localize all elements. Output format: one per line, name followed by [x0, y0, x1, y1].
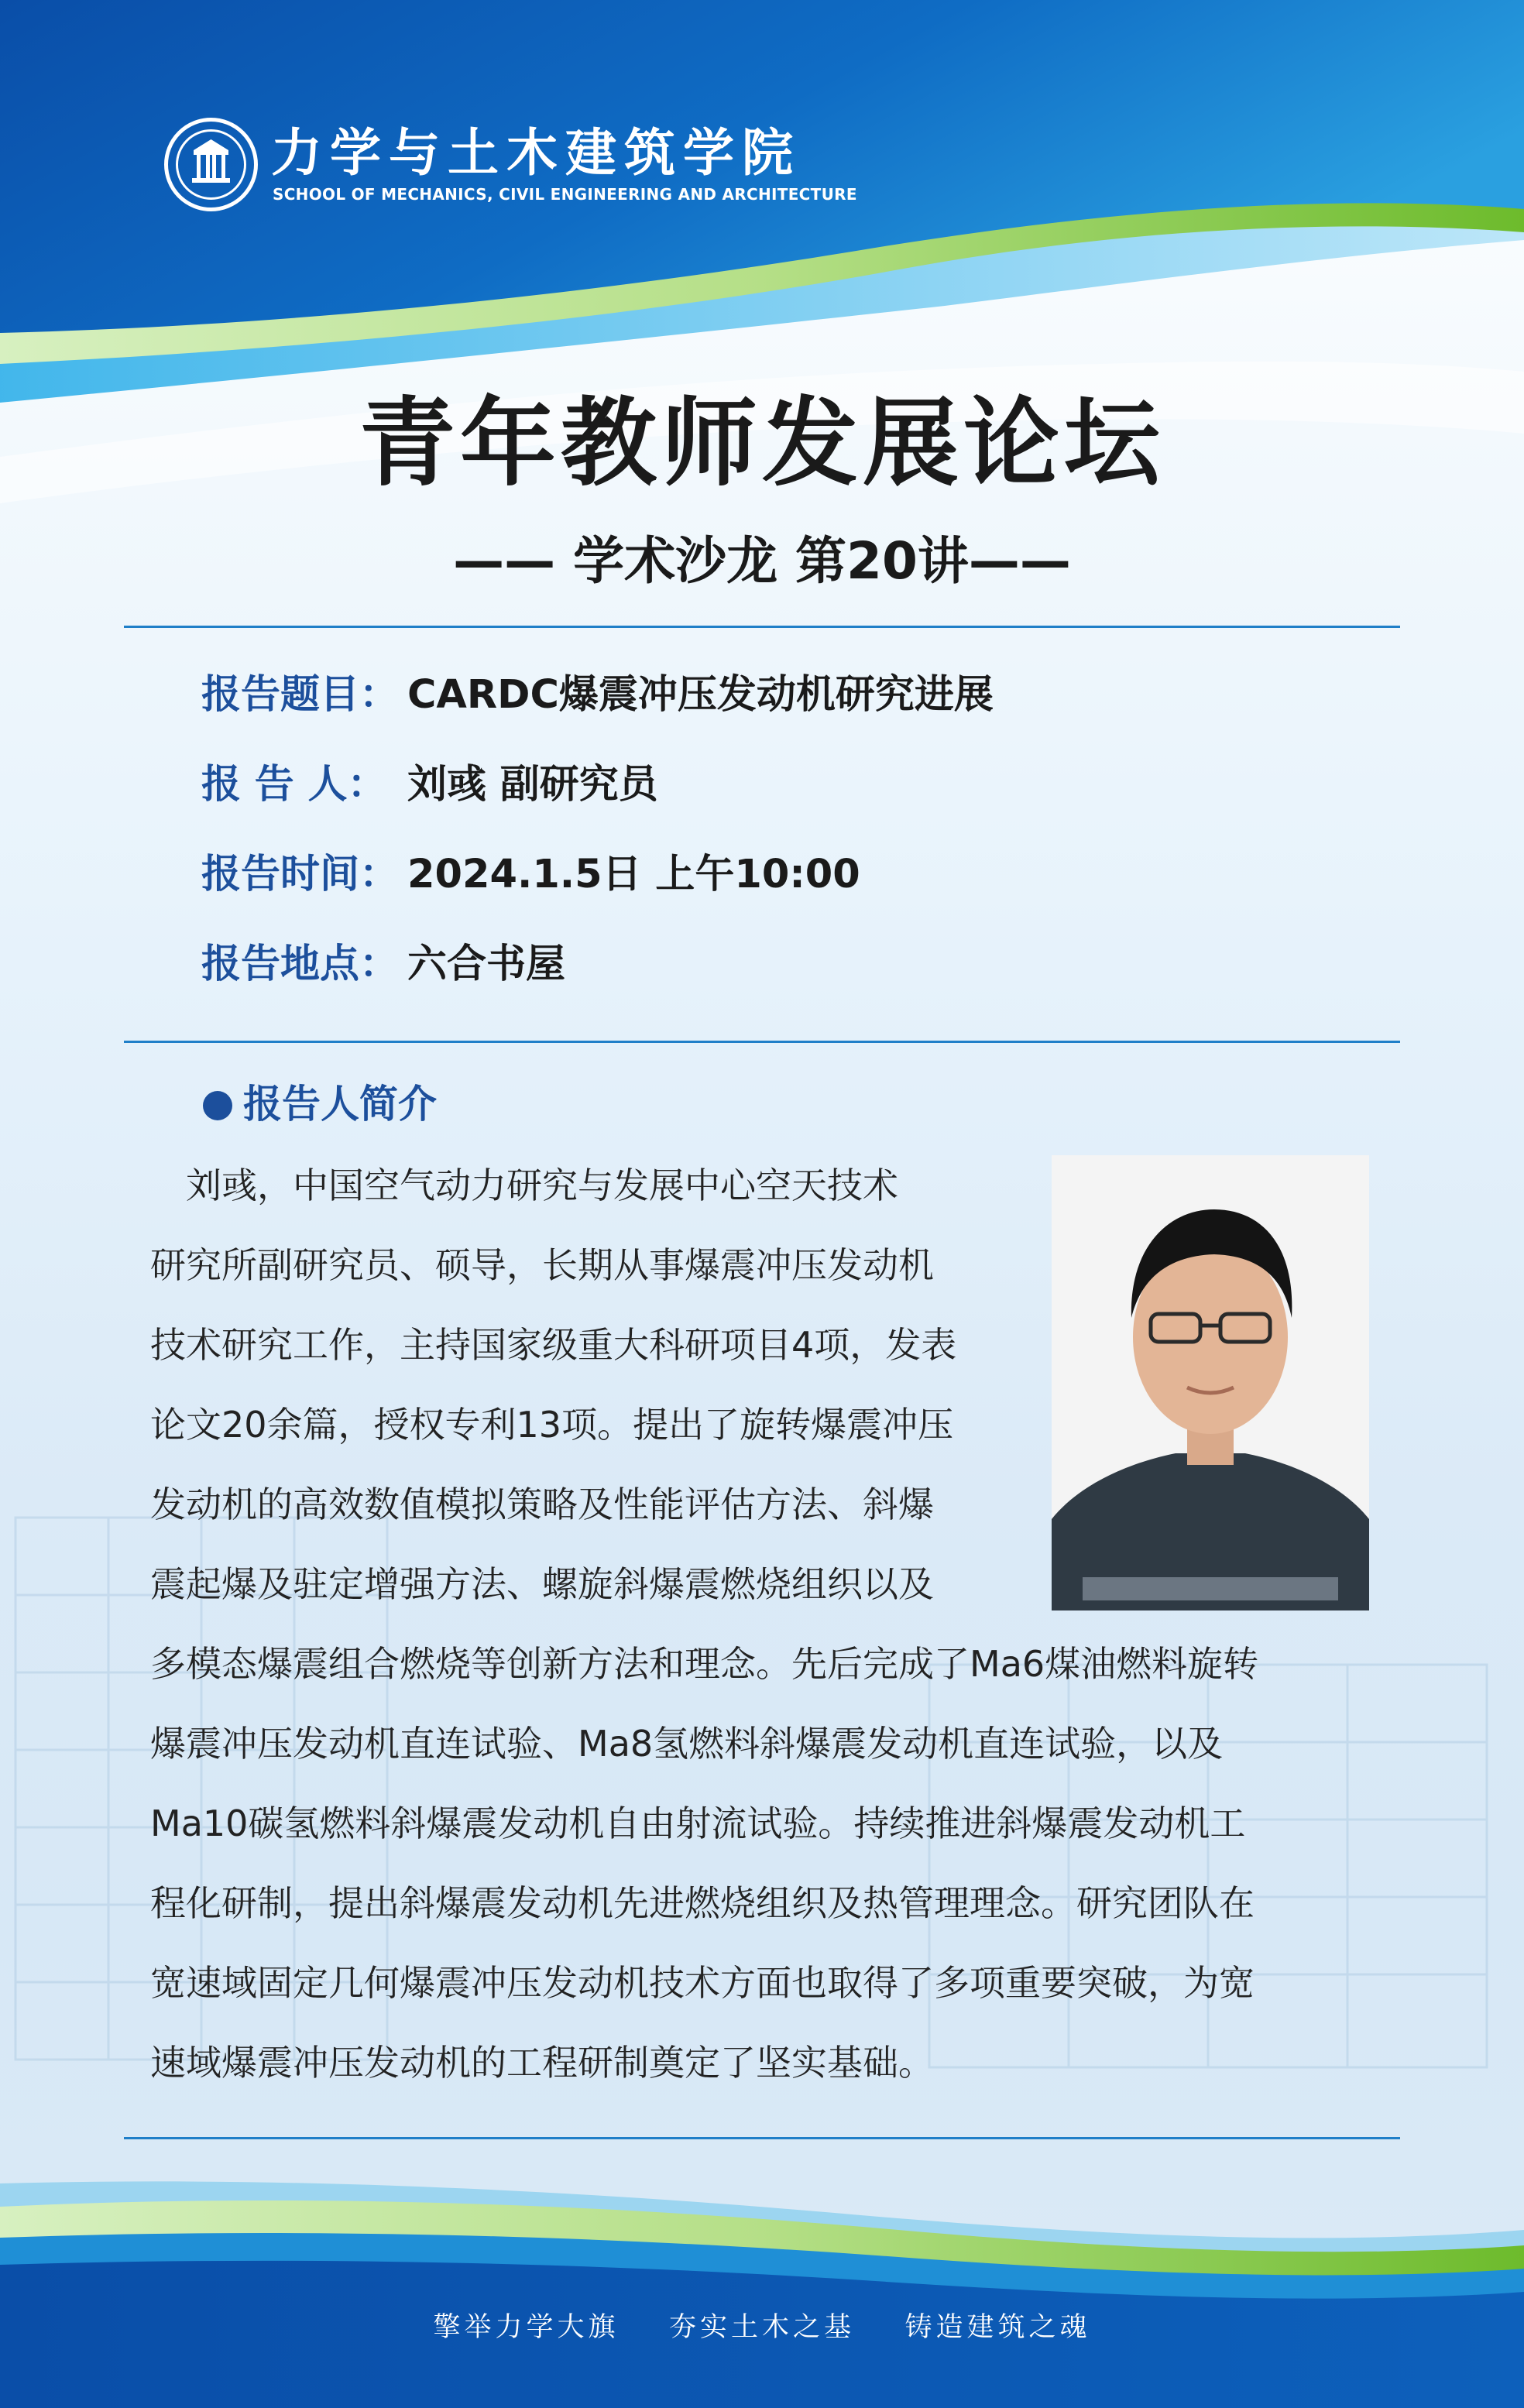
school-name-en: SCHOOL OF MECHANICS, CIVIL ENGINEERING AND ARCHITECTURE: [273, 185, 857, 204]
bio-line: Ma10碳氢燃料斜爆震发动机自由射流试验。持续推进斜爆震发动机工: [150, 1803, 1246, 1844]
bio-heading-text: 报告人简介: [243, 1082, 437, 1127]
info-label: 报告题目：: [201, 672, 400, 718]
university-seal-icon: [163, 116, 259, 213]
info-row-location: [201, 934, 565, 996]
divider-top: [124, 626, 1400, 628]
page-subtitle: —— 学术沙龙 第20讲——: [453, 531, 1071, 591]
bio-line: 发动机的高效数值模拟策略及性能评估方法、斜爆: [150, 1484, 934, 1525]
info-label: 报 告 人：: [201, 762, 387, 808]
bio-heading: [203, 1075, 437, 1134]
school-name-cn: 力学与土木建筑学院: [271, 123, 801, 183]
info-row-topic: [201, 664, 994, 726]
bio-text: [150, 1146, 1374, 2103]
info-row-time: [201, 844, 860, 906]
bio-line: 技术研究工作，主持国家级重大科研项目4项，发表: [150, 1324, 957, 1366]
bio-line: 震起爆及驻定增强方法、螺旋斜爆震燃烧组织以及: [150, 1563, 934, 1605]
info-value: 2024.1.5日 上午10:00: [407, 852, 860, 897]
page-title: 青年教师发展论坛: [359, 387, 1165, 499]
info-value: 刘彧 副研究员: [407, 762, 658, 808]
bio-line: 宽速域固定几何爆震冲压发动机技术方面也取得了多项重要突破，为宽: [150, 1962, 1255, 2004]
divider-middle: [124, 1041, 1400, 1043]
bio-line: 爆震冲压发动机直连试验、Ma8氢燃料斜爆震发动机直连试验，以及: [150, 1723, 1224, 1765]
bio-line: 研究所副研究员、硕导，长期从事爆震冲压发动机: [150, 1244, 934, 1286]
info-value: 六合书屋: [407, 942, 566, 987]
info-row-speaker: [201, 754, 658, 816]
bio-line: 程化研制，提出斜爆震发动机先进燃烧组织及热管理理念。研究团队在: [150, 1882, 1255, 1924]
bio-line: 多模态爆震组合燃烧等创新方法和理念。先后完成了Ma6煤油燃料旋转: [150, 1643, 1259, 1685]
bio-line: 论文20余篇，授权专利13项。提出了旋转爆震冲压: [150, 1404, 954, 1446]
info-label: 报告时间：: [201, 852, 400, 897]
bio-line: 速域爆震冲压发动机的工程研制奠定了坚实基础。: [150, 2042, 934, 2084]
info-label: 报告地点：: [201, 942, 400, 987]
bio-line: 刘彧，中国空气动力研究与发展中心空天技术: [150, 1165, 898, 1206]
info-value: CARDC爆震冲压发动机研究进展: [407, 672, 994, 718]
divider-bottom: [124, 2137, 1400, 2139]
footer-motto: 擎举力学大旗 夯实土木之基 铸造建筑之魂: [433, 2312, 1091, 2343]
bullet-icon: [203, 1091, 232, 1120]
